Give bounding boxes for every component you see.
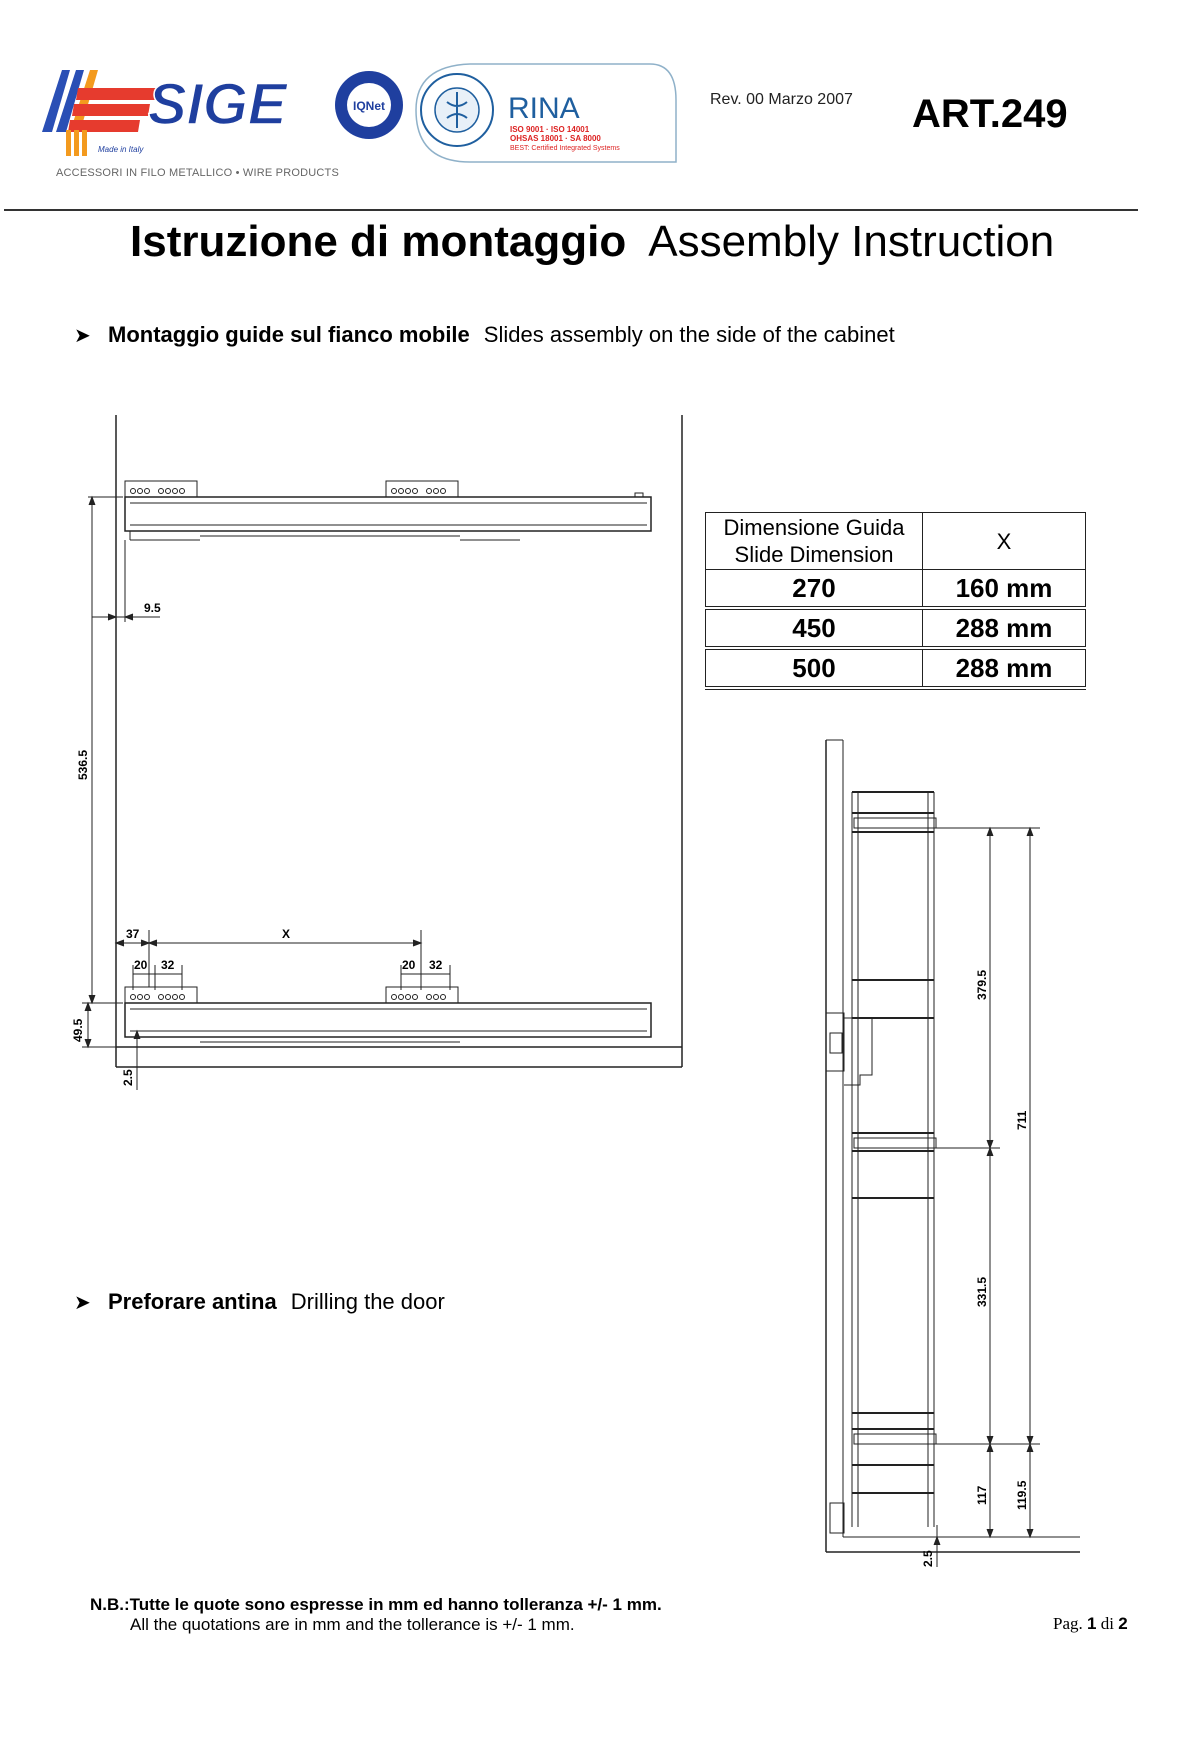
page-title <box>130 217 1054 267</box>
slides-drawing-svg <box>60 410 700 1100</box>
section-drilling-door <box>74 1289 445 1315</box>
bullet-arrow-icon: ➤ <box>74 1292 91 1314</box>
dim-label-49-5: 49.5 <box>71 1018 85 1042</box>
dim-label-20-left: 20 <box>134 958 148 972</box>
logo-tagline: ACCESSORI IN FILO METALLICO • WIRE PRODUCTS <box>56 167 340 179</box>
footnote-italian: Tutte le quote sono espresse in mm ed hanno tolleranza +/- 1 mm. <box>129 1595 662 1614</box>
table-row <box>706 648 1086 688</box>
section-slides-assembly <box>74 322 895 348</box>
iqnet-label: IQNet <box>352 99 386 113</box>
table-cell-x: 160 mm <box>923 570 1086 609</box>
iqnet-badge <box>334 70 404 140</box>
bullet-arrow-icon: ➤ <box>74 325 91 347</box>
dim-20-32-left <box>133 958 182 990</box>
table-row <box>706 570 1086 609</box>
logo-wordmark: SIGE <box>148 72 287 137</box>
title-english: Assembly Instruction <box>648 217 1055 266</box>
door-drilling-svg <box>800 735 1090 1575</box>
footnote-english: All the quotations are in mm and the tollerance is +/- 1 mm. <box>130 1615 575 1634</box>
page-current: 1 <box>1087 1614 1097 1633</box>
rina-badge <box>410 60 680 166</box>
dim-9-5 <box>92 540 161 622</box>
dim-label-379-5: 379.5 <box>975 969 989 1000</box>
slide-dimension-table <box>705 512 1086 690</box>
dimension-table <box>705 512 1086 690</box>
door-drilling-drawing <box>800 735 1090 1575</box>
table-cell-size: 270 <box>706 570 923 609</box>
dim-label-x: X <box>282 927 291 941</box>
dim-label-711: 711 <box>1015 1110 1029 1130</box>
dim-379-5-711 <box>934 828 1040 1537</box>
made-in-italy: Made in Italy <box>98 145 144 154</box>
dim-label-536-5: 536.5 <box>76 749 90 780</box>
footnote <box>90 1595 662 1635</box>
logo-stripes <box>42 70 160 156</box>
section2-italian: Preforare antina <box>108 1289 277 1314</box>
table-header-row <box>706 513 1086 570</box>
header-english: Slide Dimension <box>734 542 894 567</box>
table-cell-x: 288 mm <box>923 608 1086 648</box>
iqnet-seal-icon <box>334 70 404 140</box>
page-label: Pag. <box>1053 1614 1083 1633</box>
page-sep: di <box>1100 1614 1114 1633</box>
title-italian: Istruzione di montaggio <box>130 217 627 266</box>
page-number <box>1053 1614 1128 1634</box>
footnote-italian-line <box>90 1595 662 1615</box>
sige-logo-graphic <box>40 62 320 157</box>
header-italian: Dimensione Guida <box>723 515 905 540</box>
dim-label-32-right: 32 <box>429 958 443 972</box>
dim-2-5-door <box>921 1525 940 1567</box>
dim-label-37: 37 <box>126 927 140 941</box>
page-total: 2 <box>1118 1614 1128 1633</box>
sige-logo <box>40 62 320 157</box>
section2-english: Drilling the door <box>290 1289 445 1314</box>
table-cell-size: 450 <box>706 608 923 648</box>
footnote-prefix: N.B.: <box>90 1595 130 1614</box>
dim-label-32-left: 32 <box>161 958 175 972</box>
table-cell-x: 288 mm <box>923 648 1086 688</box>
dim-37-x <box>116 927 421 987</box>
table-cell-size: 500 <box>706 648 923 688</box>
dim-label-117: 117 <box>975 1485 989 1505</box>
top-slide <box>125 481 651 540</box>
dim-label-2-5: 2.5 <box>121 1069 135 1086</box>
bottom-slide <box>125 987 651 1042</box>
dim-label-331-5: 331.5 <box>975 1276 989 1307</box>
dim-label-2-5-door: 2.5 <box>921 1550 935 1567</box>
dim-2-5 <box>121 1031 140 1090</box>
dim-label-20-right: 20 <box>402 958 416 972</box>
slides-drawing <box>60 410 700 1100</box>
dim-20-32-right <box>401 958 450 990</box>
table-header-x: X <box>923 513 1086 570</box>
rina-certificate-graphic <box>410 60 680 166</box>
revision-label: Rev. 00 Marzo 2007 <box>710 91 853 108</box>
basket-frame <box>852 792 934 1527</box>
middle-bracket <box>826 1013 872 1533</box>
rina-wordmark: RINA <box>508 92 580 125</box>
dim-label-119-5: 119.5 <box>1015 1480 1029 1510</box>
header-divider <box>4 209 1138 211</box>
table-header-slide-dimension <box>706 513 923 570</box>
dim-label-9-5: 9.5 <box>144 601 161 615</box>
article-number: ART.249 <box>912 92 1068 136</box>
hinge-plates <box>854 818 936 1444</box>
section1-italian: Montaggio guide sul fianco mobile <box>108 322 470 347</box>
table-row <box>706 608 1086 648</box>
section1-english: Slides assembly on the side of the cabinet <box>483 322 895 347</box>
dim-49-5 <box>71 1003 120 1047</box>
rina-cert-line-3: BEST: Certified Integrated Systems <box>510 145 620 152</box>
rina-cert-line-1: ISO 9001 · ISO 14001 <box>510 125 590 134</box>
rina-cert-line-2: OHSAS 18001 · SA 8000 <box>510 134 601 143</box>
